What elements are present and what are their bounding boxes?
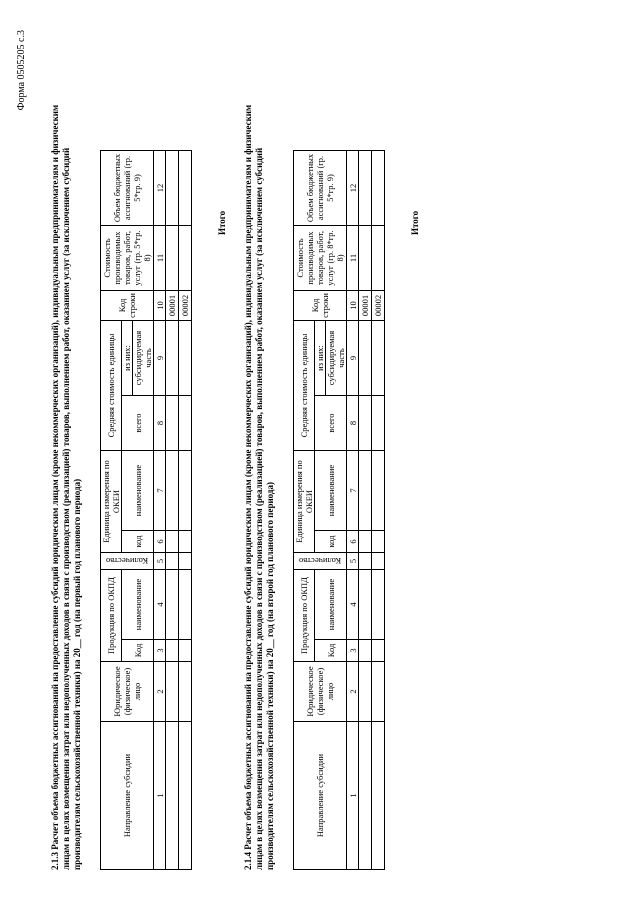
col-number: 8 bbox=[347, 396, 359, 451]
cell[interactable] bbox=[166, 396, 179, 451]
table-section-1 bbox=[100, 150, 192, 870]
total-label-1: Итого bbox=[217, 210, 227, 235]
table-row bbox=[179, 151, 192, 870]
header-okpd-name: наименование bbox=[315, 570, 347, 640]
col-number: 3 bbox=[154, 640, 166, 662]
cell[interactable] bbox=[359, 722, 372, 870]
cell[interactable] bbox=[359, 640, 372, 662]
header-okpd-code: Код bbox=[122, 640, 154, 662]
header-avg-total: всего bbox=[315, 396, 347, 451]
table-row bbox=[359, 151, 372, 870]
col-number: 11 bbox=[347, 226, 359, 291]
cell[interactable] bbox=[372, 321, 385, 396]
col-number: 10 bbox=[347, 291, 359, 321]
cell[interactable] bbox=[179, 151, 192, 226]
cell[interactable] bbox=[166, 553, 179, 570]
cell[interactable] bbox=[372, 662, 385, 722]
cell[interactable] bbox=[166, 570, 179, 640]
cell[interactable] bbox=[166, 451, 179, 531]
header-direction: Направление субсидии bbox=[101, 722, 154, 870]
col-number: 5 bbox=[347, 553, 359, 570]
section-caption-1: 2.1.3 Расчет объема бюджетных ассигнований на предоставление субсидий юридическим лицам (кроме некоммерческих организаций), индивидуальным предпринимателям и физическим лицам в целях возмещения затрат или недополученных доходов в связи с производством (реализацией) товаров, выполнением работ, оказанием услуг (за исключением субсидий производителям сельскохозяйственной техники) на 20__ год (на первый год планового периода) bbox=[50, 104, 82, 870]
column-numbers-row bbox=[154, 151, 166, 870]
header-okei-code: код bbox=[122, 531, 154, 553]
cell[interactable] bbox=[179, 722, 192, 870]
cell[interactable] bbox=[372, 396, 385, 451]
table-section-2 bbox=[293, 150, 385, 870]
header-avg-total: всего bbox=[122, 396, 154, 451]
header-row-code: Код строки bbox=[101, 291, 154, 321]
cell[interactable] bbox=[179, 553, 192, 570]
cell[interactable] bbox=[372, 226, 385, 291]
col-number: 2 bbox=[154, 662, 166, 722]
col-number: 4 bbox=[347, 570, 359, 640]
header-okpd-code: Код bbox=[315, 640, 347, 662]
header-okei-name: наименование bbox=[122, 451, 154, 531]
cell[interactable] bbox=[359, 662, 372, 722]
header-avg-subsidized: субсидируемая часть bbox=[326, 321, 347, 396]
cell[interactable] bbox=[359, 151, 372, 226]
header-okei-code: код bbox=[315, 531, 347, 553]
col-number: 9 bbox=[347, 321, 359, 396]
header-avg-of-which: из них: bbox=[315, 321, 326, 396]
table-row bbox=[166, 151, 179, 870]
cell[interactable] bbox=[166, 226, 179, 291]
cell[interactable] bbox=[166, 531, 179, 553]
col-number: 7 bbox=[154, 451, 166, 531]
cell[interactable] bbox=[166, 640, 179, 662]
header-quantity: Количество bbox=[101, 553, 154, 570]
cell[interactable] bbox=[372, 151, 385, 226]
row-code-cell: 00002 bbox=[179, 291, 192, 321]
cell[interactable] bbox=[179, 321, 192, 396]
cell[interactable] bbox=[359, 321, 372, 396]
header-direction: Направление субсидии bbox=[294, 722, 347, 870]
header-volume: Объем бюджетных ассигнований (гр. 5*гр. 9) bbox=[294, 151, 347, 226]
header-quantity: Количество bbox=[294, 553, 347, 570]
cell[interactable] bbox=[359, 451, 372, 531]
cell[interactable] bbox=[179, 451, 192, 531]
cell[interactable] bbox=[166, 151, 179, 226]
cell[interactable] bbox=[372, 570, 385, 640]
cell[interactable] bbox=[372, 451, 385, 531]
section-caption-2: 2.1.4 Расчет объема бюджетных ассигнований на предоставление субсидий юридическим лицам (кроме некоммерческих организаций), индивидуальным предпринимателям и физическим лицам в целях возмещения затрат или недополученных доходов в связи с производством (реализацией) товаров, выполнением работ, оказанием услуг (за исключением субсидий производителям сельскохозяйственной техники) на 20__ год (на второй год планового периода) bbox=[243, 104, 275, 870]
cell[interactable] bbox=[359, 553, 372, 570]
cell[interactable] bbox=[179, 531, 192, 553]
cell[interactable] bbox=[179, 396, 192, 451]
col-number: 11 bbox=[154, 226, 166, 291]
cell[interactable] bbox=[359, 226, 372, 291]
header-avg-cost: Средняя стоимость единицы bbox=[101, 321, 122, 451]
col-number: 12 bbox=[154, 151, 166, 226]
header-okei: Единица измерения по ОКЕИ bbox=[101, 451, 122, 553]
cell[interactable] bbox=[166, 722, 179, 870]
row-code-cell: 00002 bbox=[372, 291, 385, 321]
col-number: 8 bbox=[154, 396, 166, 451]
row-code-cell: 00001 bbox=[359, 291, 372, 321]
col-number: 9 bbox=[154, 321, 166, 396]
col-number: 2 bbox=[347, 662, 359, 722]
header-cost: Стоимость производимых товаров, работ, услуг (гр. 8*гр. 8) bbox=[294, 226, 347, 291]
header-legal-entity: Юридическое (физическое) лицо bbox=[101, 662, 154, 722]
col-number: 3 bbox=[347, 640, 359, 662]
cell[interactable] bbox=[372, 640, 385, 662]
cell[interactable] bbox=[372, 722, 385, 870]
col-number: 7 bbox=[347, 451, 359, 531]
col-number: 1 bbox=[347, 722, 359, 870]
col-number: 1 bbox=[154, 722, 166, 870]
cell[interactable] bbox=[166, 662, 179, 722]
header-legal-entity: Юридическое (физическое) лицо bbox=[294, 662, 347, 722]
header-volume: Объем бюджетных ассигнований (гр. 5*гр. 9) bbox=[101, 151, 154, 226]
cell[interactable] bbox=[359, 570, 372, 640]
header-row-code: Код строки bbox=[294, 291, 347, 321]
header-okpd-name: наименование bbox=[122, 570, 154, 640]
cell[interactable] bbox=[166, 321, 179, 396]
cell[interactable] bbox=[179, 570, 192, 640]
col-number: 4 bbox=[154, 570, 166, 640]
col-number: 6 bbox=[154, 531, 166, 553]
col-number: 12 bbox=[347, 151, 359, 226]
header-avg-of-which: из них: bbox=[122, 321, 133, 396]
row-code-cell: 00001 bbox=[166, 291, 179, 321]
header-cost: Стоимость производимых товаров, работ, услуг (гр. 5*гр. 8) bbox=[101, 226, 154, 291]
col-number: 6 bbox=[347, 531, 359, 553]
cell[interactable] bbox=[179, 640, 192, 662]
col-number: 5 bbox=[154, 553, 166, 570]
cell[interactable] bbox=[359, 396, 372, 451]
table-row bbox=[372, 151, 385, 870]
cell[interactable] bbox=[372, 553, 385, 570]
header-avg-cost: Средняя стоимость единицы bbox=[294, 321, 315, 451]
header-okpd: Продукция по ОКПД bbox=[294, 570, 315, 662]
form-number: Форма 0505205 с.3 bbox=[16, 30, 27, 111]
cell[interactable] bbox=[179, 662, 192, 722]
header-avg-subsidized: субсидируемая часть bbox=[133, 321, 154, 396]
column-numbers-row bbox=[347, 151, 359, 870]
header-okei-name: наименование bbox=[315, 451, 347, 531]
cell[interactable] bbox=[179, 226, 192, 291]
header-okei: Единица измерения по ОКЕИ bbox=[294, 451, 315, 553]
col-number: 10 bbox=[154, 291, 166, 321]
cell[interactable] bbox=[372, 531, 385, 553]
cell[interactable] bbox=[359, 531, 372, 553]
total-label-2: Итого bbox=[410, 210, 420, 235]
header-okpd: Продукция по ОКПД bbox=[101, 570, 122, 662]
